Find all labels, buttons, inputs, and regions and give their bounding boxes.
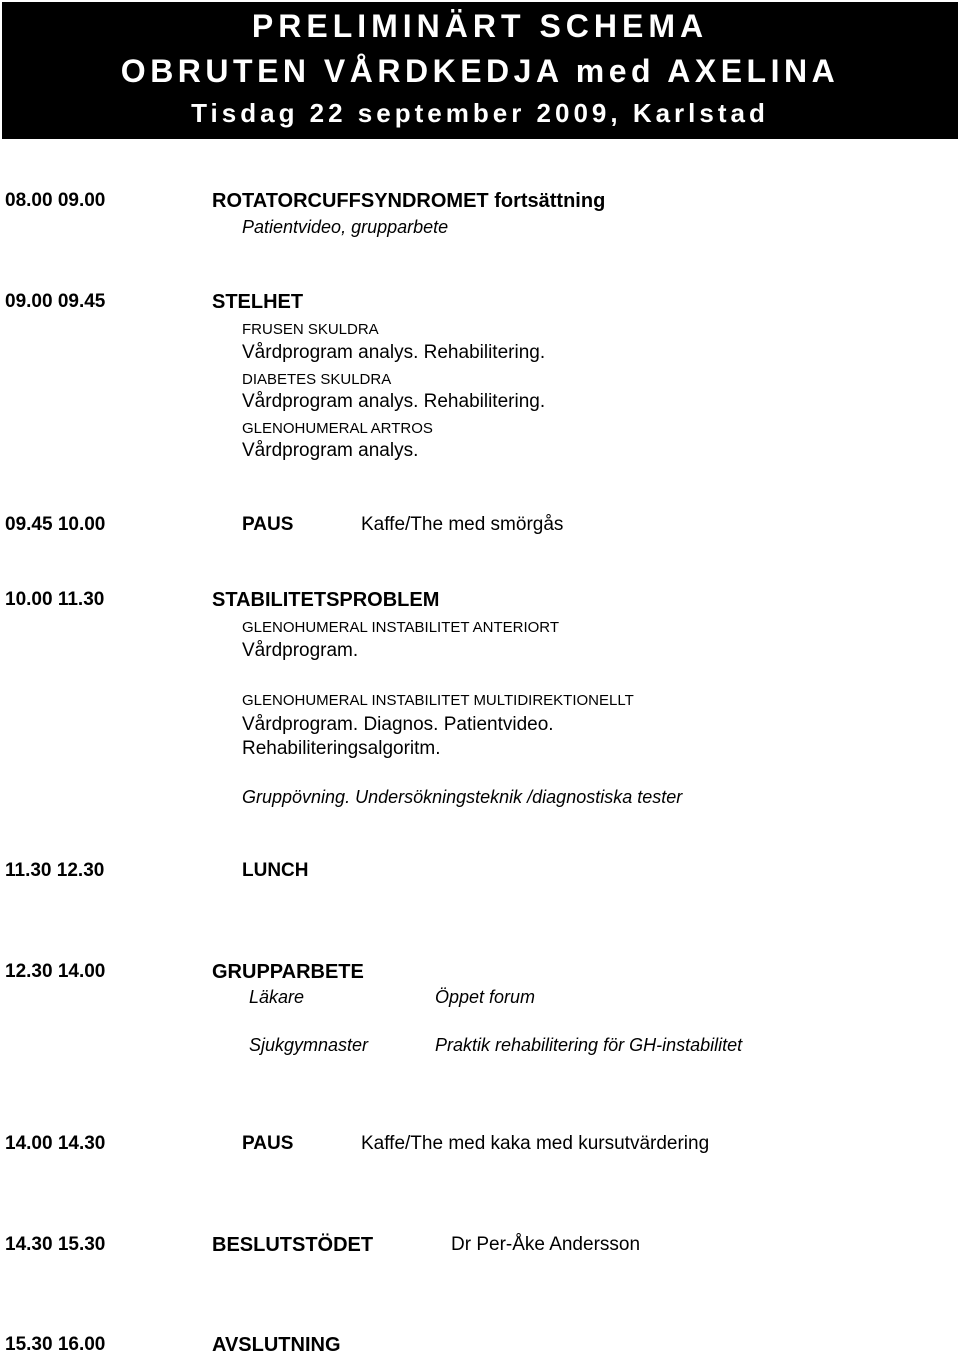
- session-detail: Vårdprogram analys.: [242, 440, 419, 461]
- session-note: Dr Per-Åke Andersson: [451, 1234, 641, 1255]
- session-detail: Rehabiliteringsalgoritm.: [242, 738, 441, 759]
- session-title: BESLUTSTÖDET: [212, 1234, 374, 1256]
- session-time: 10.00 11.30: [5, 589, 105, 610]
- session-subheading: GLENOHUMERAL INSTABILITET MULTIDIREKTIONELLT: [242, 692, 634, 709]
- session-title: PAUS: [242, 514, 294, 535]
- session-detail: Gruppövning. Undersökningsteknik /diagnostiska tester: [242, 787, 683, 807]
- session-time: 12.30 14.00: [5, 961, 106, 982]
- session-subheading: FRUSEN SKULDRA: [242, 321, 379, 338]
- session-time: 14.00 14.30: [5, 1133, 106, 1154]
- session-time: 15.30 16.00: [5, 1334, 106, 1355]
- session-detail: Vårdprogram. Diagnos. Patientvideo.: [242, 714, 554, 735]
- session-subheading: GLENOHUMERAL ARTROS: [242, 420, 433, 437]
- schedule-header: [2, 2, 958, 139]
- session-title: STELHET: [212, 291, 304, 313]
- session-title: PAUS: [242, 1133, 294, 1154]
- session-detail: Vårdprogram analys. Rehabilitering.: [242, 342, 546, 363]
- header-title: PRELIMINÄRT SCHEMA: [251, 8, 709, 44]
- session-note: Kaffe/The med smörgås: [361, 514, 564, 535]
- session-time: 09.00 09.45: [5, 291, 106, 312]
- header-course-name: OBRUTEN VÅRDKEDJA med AXELINA: [120, 53, 840, 89]
- session-title: AVSLUTNING: [212, 1334, 341, 1356]
- session-title: GRUPPARBETE: [212, 961, 364, 983]
- session-title: LUNCH: [242, 860, 309, 881]
- header-date-location: Tisdag 22 september 2009, Karlstad: [191, 98, 769, 128]
- session-time: 09.45 10.00: [5, 514, 106, 535]
- session-detail: Patientvideo, grupparbete: [242, 217, 449, 237]
- group-participant: Läkare: [249, 987, 305, 1007]
- session-subheading: GLENOHUMERAL INSTABILITET ANTERIORT: [242, 619, 560, 636]
- group-activity: Praktik rehabilitering för GH-instabilitet: [435, 1035, 743, 1055]
- session-time: 08.00 09.00: [5, 190, 106, 211]
- session-detail: Vårdprogram analys. Rehabilitering.: [242, 391, 546, 412]
- session-title: ROTATORCUFFSYNDROMET fortsättning: [212, 190, 606, 212]
- session-time: 14.30 15.30: [5, 1234, 106, 1255]
- session-title: STABILITETSPROBLEM: [212, 589, 440, 611]
- session-note: Kaffe/The med kaka med kursutvärdering: [361, 1133, 710, 1154]
- session-subheading: DIABETES SKULDRA: [242, 371, 392, 388]
- group-participant: Sjukgymnaster: [249, 1035, 369, 1055]
- session-time: 11.30 12.30: [5, 860, 105, 881]
- session-detail: Vårdprogram.: [242, 640, 359, 661]
- group-activity: Öppet forum: [435, 987, 536, 1007]
